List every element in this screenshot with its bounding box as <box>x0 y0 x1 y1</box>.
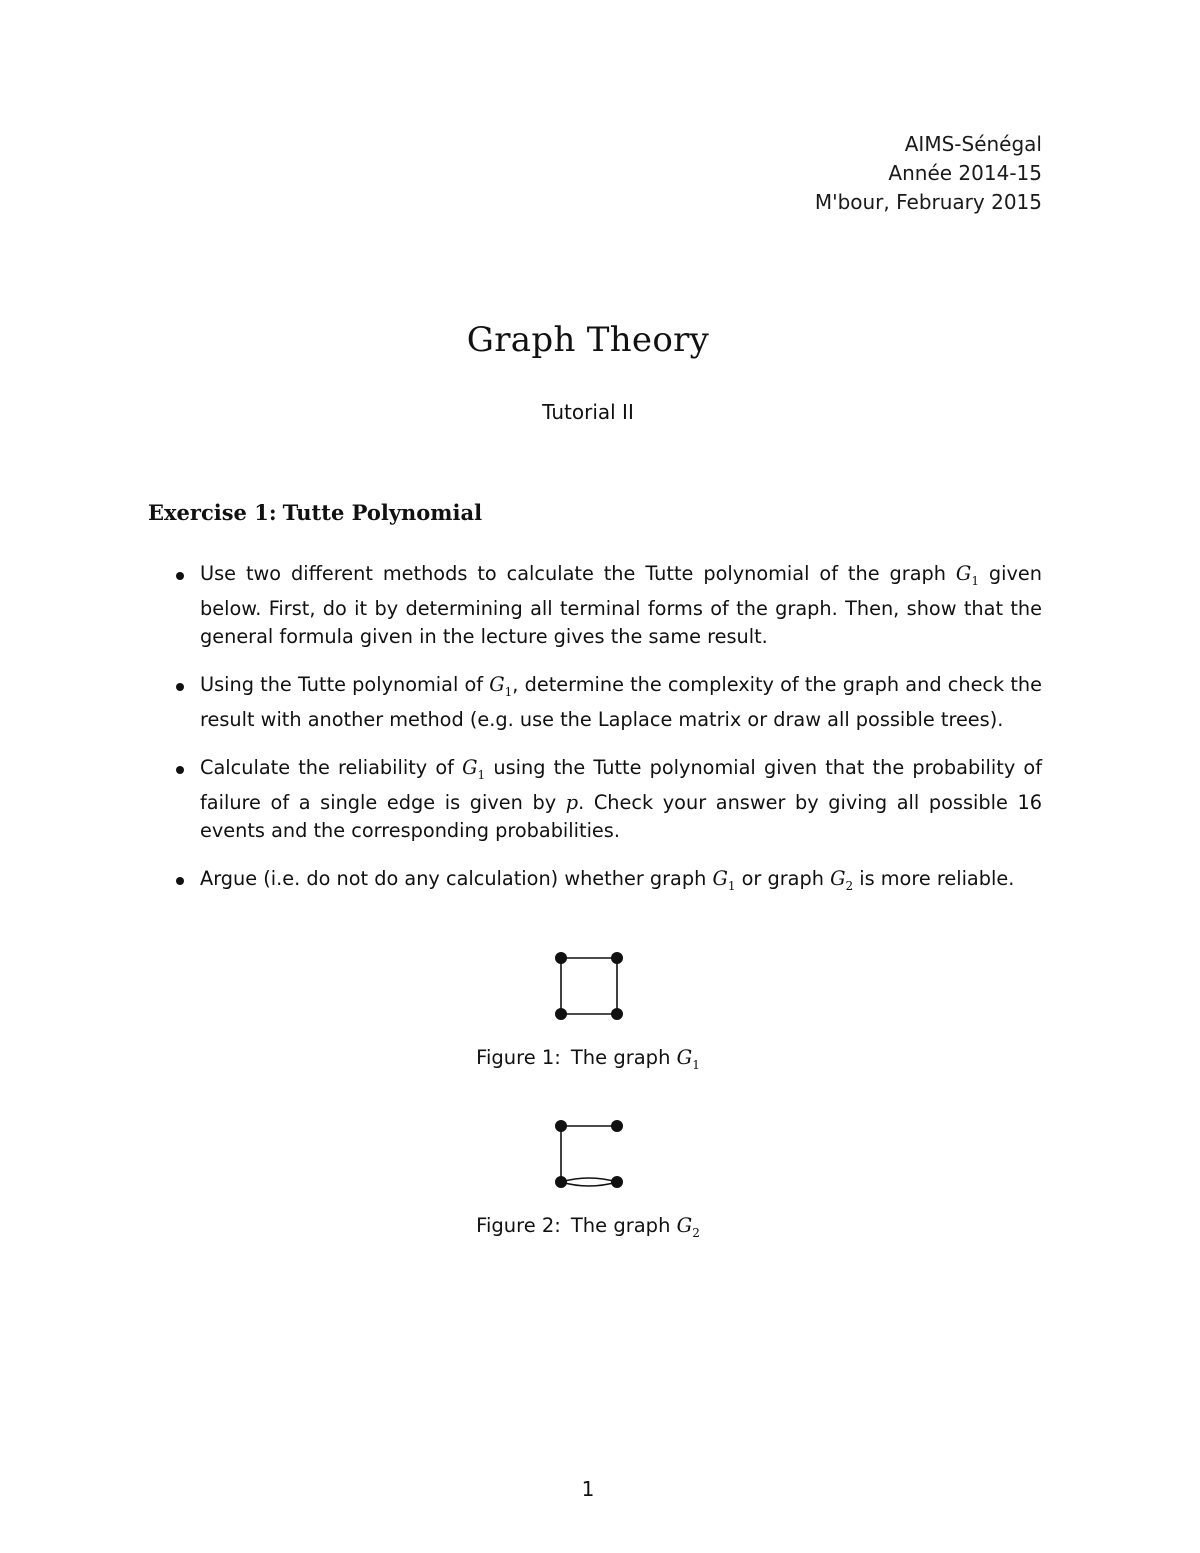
math-symbol: $G_1$ <box>712 866 736 893</box>
institution-line: AIMS-Sénégal <box>904 132 1042 156</box>
math-symbol: $G_1$ <box>462 755 486 782</box>
bullet-icon <box>176 572 184 580</box>
math-symbol: $G_1$ <box>955 562 979 588</box>
math-symbol: $G_1$ <box>489 672 513 699</box>
item-text: Using the Tutte polynomial of <box>200 672 490 696</box>
item-text: Argue (i.e. do not do any calculation) whether graph <box>200 866 713 890</box>
bullet-icon <box>176 683 184 691</box>
place-date-line: M'bour, February 2015 <box>814 190 1042 214</box>
item-text: or graph <box>735 866 831 890</box>
item-text: using the Tutte polynomial given that the probability of failure of a single edge is given by <box>200 755 1042 814</box>
item-text: is more reliable. <box>853 866 1015 890</box>
graph-vertex <box>611 1120 623 1132</box>
figure-caption <box>0 1046 1176 1072</box>
graph-vertex <box>611 1176 623 1188</box>
graph-g2-diagram <box>553 1116 623 1190</box>
item-text: given below. First, do it by determining all terminal forms of the graph. Then, show that the general formula given in the lecture gives the same result. <box>200 562 1043 648</box>
math-symbol: p <box>565 790 579 814</box>
bullet-icon <box>176 766 184 774</box>
figure-number: Figure 1: <box>476 1046 561 1069</box>
graph-edge <box>561 1182 617 1186</box>
page-subtitle: Tutorial II <box>542 400 634 424</box>
graph-vertex <box>611 1008 623 1020</box>
figure-number: Figure 2: <box>476 1214 561 1237</box>
item-text: . Check your answer by giving all possible 16 events and the corresponding probabilities. <box>200 790 1042 842</box>
list-item <box>142 671 1042 734</box>
item-text: Use two different methods to calculate the Tutte polynomial of the graph <box>200 562 956 585</box>
math-symbol: $G_1$ <box>676 1046 700 1072</box>
figure-1 <box>0 948 1176 1072</box>
graph-vertex <box>611 952 623 964</box>
figure-2 <box>0 1116 1176 1240</box>
year-line: Année 2014-15 <box>888 161 1042 185</box>
graph-vertex <box>555 1176 567 1188</box>
graph-g1-diagram <box>553 948 623 1022</box>
page-number: 1 <box>581 1477 595 1501</box>
list-item <box>142 560 1042 651</box>
exercise-heading <box>142 500 482 525</box>
exercise-name: Tutte Polynomial <box>282 500 483 525</box>
graph-edge <box>561 1178 617 1182</box>
graph-vertex <box>555 1120 567 1132</box>
document-header <box>815 130 1042 217</box>
exercise-list <box>142 560 1042 919</box>
caption-text: The graph <box>570 1214 677 1237</box>
math-symbol: $G_2$ <box>676 1214 700 1240</box>
item-text: , determine the complexity of the graph and check the result with another method (e.g. use the Laplace matrix or draw all possible trees). <box>200 672 1043 731</box>
math-symbol: $G_2$ <box>830 866 854 893</box>
list-item <box>142 865 1042 900</box>
page-title: Graph Theory <box>466 320 710 360</box>
figure-caption <box>0 1214 1176 1240</box>
bullet-icon <box>176 877 184 885</box>
list-item <box>142 754 1042 845</box>
graph-vertex <box>555 1008 567 1020</box>
graph-vertex <box>555 952 567 964</box>
caption-text: The graph <box>570 1046 677 1069</box>
exercise-label: Exercise 1: <box>148 500 277 525</box>
item-text: Calculate the reliability of <box>200 755 463 779</box>
